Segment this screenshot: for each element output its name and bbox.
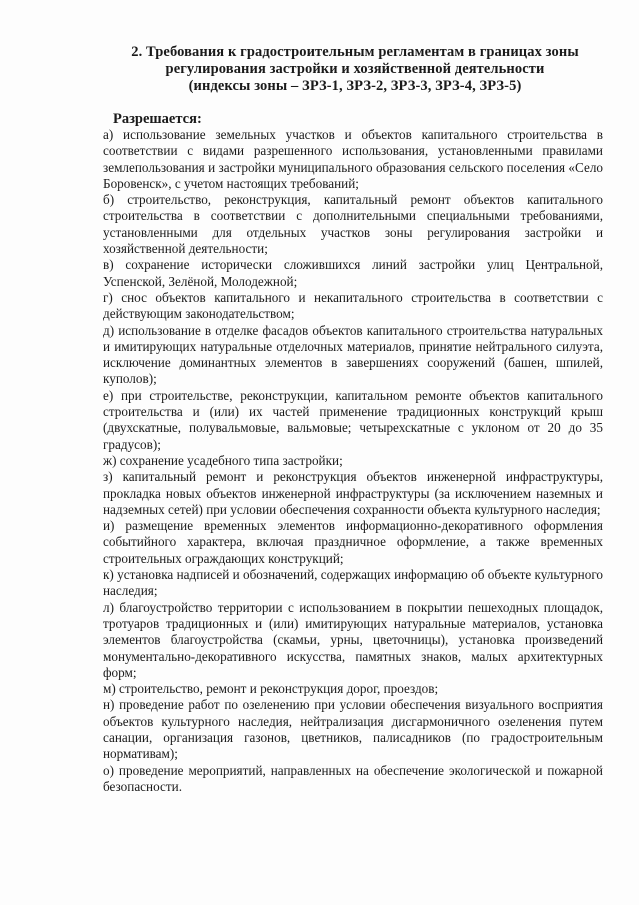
list-item: е) при строительстве, реконструкции, капитальном ремонте объектов капитального строительства и (или) их частей применение традиционных конструкций крыш (двухскатные, полувальмовые, вальмовые; четырехскатные с уклоном от 20 до 35 градусов); bbox=[103, 387, 603, 452]
list-item: л) благоустройство территории с использованием в покрытии пешеходных площадок, тротуаров традиционных и (или) имитирующих натуральные материалов, установка элементов благоустройства (скамьи, урны, цветочницы), установка произведений монументально-декоративного искусства, памятных знаков, малых архитектурных форм; bbox=[103, 599, 603, 680]
list-item: ж) сохранение усадебного типа застройки; bbox=[103, 452, 343, 468]
list-item: к) установка надписей и обозначений, содержащих информацию об объекте культурного наследия; bbox=[103, 567, 603, 599]
requirements-list bbox=[103, 127, 603, 795]
list-item: б) строительство, реконструкция, капитальный ремонт объектов капитального строительства в соответствии с дополнительными специальными требованиями, установленными для отдельных участков зоны регулирования застройки и хозяйственной деятельности; bbox=[103, 192, 603, 257]
list-item: г) снос объектов капитального и некапитального строительства в соответствии с действующим законодательством; bbox=[103, 289, 603, 322]
list-item: м) строительство, ремонт и реконструкция дорог, проездов; bbox=[103, 681, 439, 697]
title-line: регулирования застройки и хозяйственной деятельности bbox=[165, 61, 545, 77]
list-item: д) использование в отделке фасадов объектов капитального строительства натуральных и имитирующих натуральные отделочных материалов, принятие нейтрального силуэта, исключение доминантных элементов в завершениях сооружений (башен, шпилей, куполов); bbox=[103, 322, 603, 387]
list-item: н) проведение работ по озеленению при условии обеспечения визуального восприятия объектов культурного наследия, нейтрализация дисгармоничного озеленения путем санации, организация газонов, цветников, палисадников (по градостроительным нормативам); bbox=[103, 697, 603, 762]
title-line: 2. Требования к градостроительным регламентам в границах зоны bbox=[131, 44, 579, 60]
list-item: в) сохранение исторически сложившихся линий застройки улиц Центральной, Успенской, Зелёной, Молодежной; bbox=[103, 257, 603, 289]
allowed-heading: Разрешается: bbox=[113, 111, 202, 127]
list-item: о) проведение мероприятий, направленных на обеспечение экологической и пожарной безопасности. bbox=[103, 762, 603, 794]
list-item: а) использование земельных участков и объектов капитального строительства в соответствии с видами разрешенного использования, установленными правилами землепользования и застройки муниципального образования сельского поселения «Село Боровенск», с учетом настоящих требований; bbox=[103, 127, 603, 191]
list-item: з) капитальный ремонт и реконструкция объектов инженерной инфраструктуры, прокладка новых объектов инженерной инфраструктуры (за исключением наземных и надземных сетей) при условии обеспечения сохранности объекта культурного наследия; bbox=[103, 469, 603, 517]
list-item: и) размещение временных элементов информационно-декоративного оформления событийного характера, включая праздничное оформление, а также временных строительных ограждающих конструкций; bbox=[103, 518, 603, 566]
section-title bbox=[120, 44, 590, 95]
title-line: (индексы зоны – ЗРЗ-1, ЗРЗ-2, ЗРЗ-3, ЗРЗ-4, ЗРЗ-5) bbox=[188, 78, 522, 94]
